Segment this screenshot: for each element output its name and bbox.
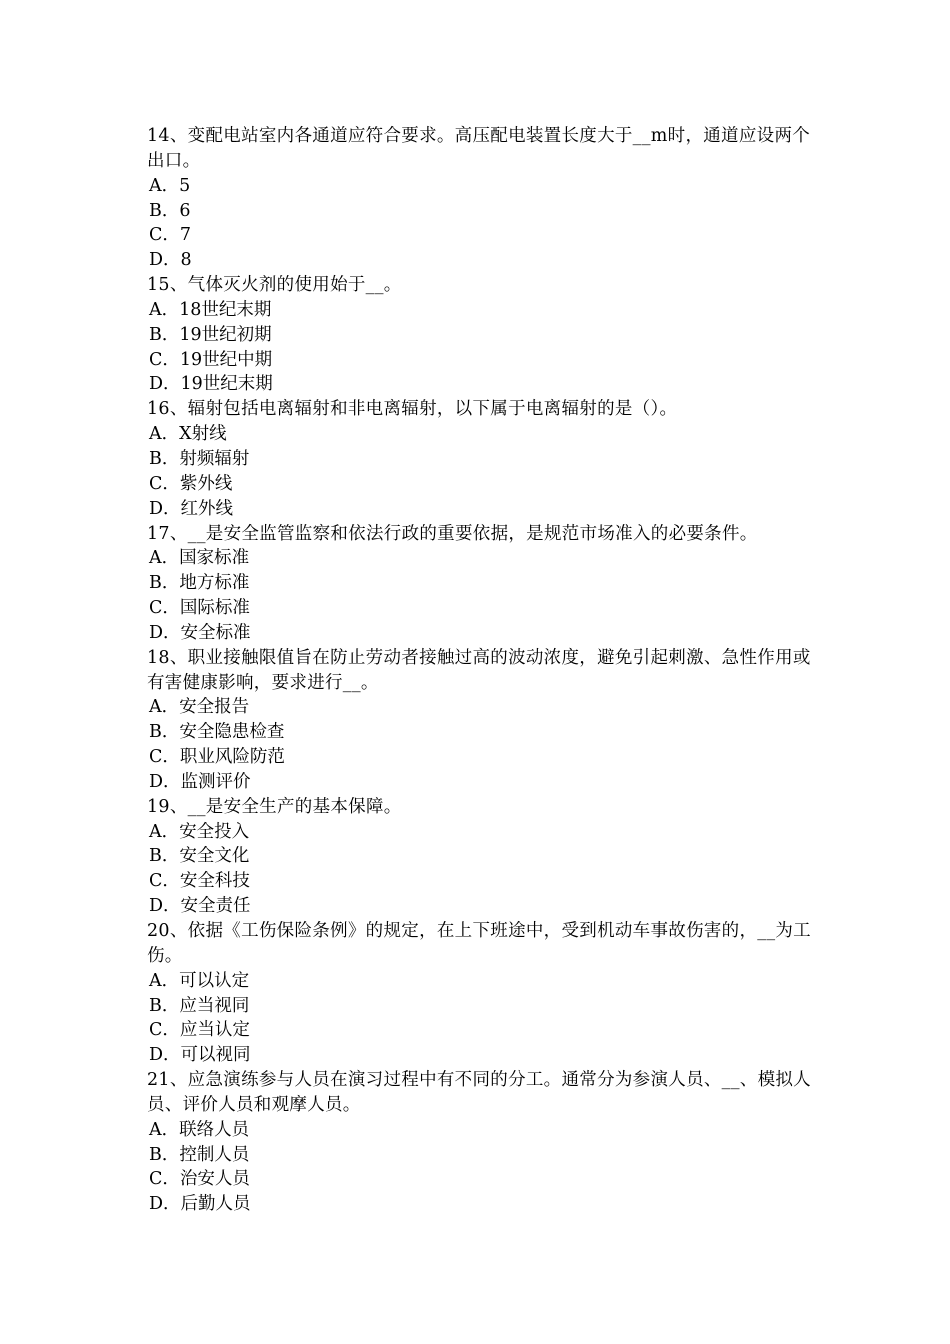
option-c: C．治安人员 xyxy=(149,1169,250,1190)
question-stem: 16、辐射包括电离辐射和非电离辐射，以下属于电离辐射的是（）。 xyxy=(147,399,678,420)
option-b: B．射频辐射 xyxy=(149,448,250,469)
question-21 xyxy=(147,1068,813,1217)
option-c: C．应当认定 xyxy=(149,1020,250,1041)
option-d: D．红外线 xyxy=(149,498,234,519)
option-b: B．安全隐患检查 xyxy=(149,722,285,743)
option-a: A．18世纪末期 xyxy=(149,299,272,320)
option-a: A．国家标准 xyxy=(149,548,250,569)
option-d: D．安全标准 xyxy=(149,622,251,643)
option-a: A．安全投入 xyxy=(149,821,250,842)
option-b: B．应当视同 xyxy=(149,995,250,1016)
option-a: A．5 xyxy=(149,175,191,196)
option-b: B．19世纪初期 xyxy=(149,324,272,345)
question-stem: 20、依据《工伤保险条例》的规定，在上下班途中，受到机动车事故伤害的，__为工伤。 xyxy=(147,921,811,966)
option-b: B．6 xyxy=(149,200,191,221)
option-b: B．安全文化 xyxy=(149,846,250,867)
question-14 xyxy=(147,124,813,273)
option-d: D．监测评价 xyxy=(149,771,251,792)
question-stem: 17、__是安全监管监察和依法行政的重要依据，是规范市场准入的必要条件。 xyxy=(147,523,758,544)
option-b: B．控制人员 xyxy=(149,1144,250,1165)
option-a: A．可以认定 xyxy=(149,970,250,991)
question-17 xyxy=(147,522,813,646)
question-16 xyxy=(147,397,813,521)
option-c: C．紫外线 xyxy=(149,473,233,494)
option-d: D．8 xyxy=(149,250,192,271)
option-d: D．可以视同 xyxy=(149,1045,251,1066)
question-stem: 18、职业接触限值旨在防止劳动者接触过高的波动浓度，避免引起刺激、急性作用或有害健康影响，要求进行__。 xyxy=(147,647,811,693)
option-c: C．国际标准 xyxy=(149,598,250,619)
option-d: D．安全责任 xyxy=(149,896,251,917)
option-d: D．后勤人员 xyxy=(149,1194,251,1215)
question-15 xyxy=(147,273,813,397)
option-c: C．职业风险防范 xyxy=(149,747,285,768)
question-19 xyxy=(147,795,813,919)
option-b: B．地方标准 xyxy=(149,573,250,594)
question-stem: 15、气体灭火剂的使用始于__。 xyxy=(147,275,402,296)
option-a: A．安全报告 xyxy=(149,697,250,718)
question-stem: 21、应急演练参与人员在演习过程中有不同的分工。通常分为参演人员、__、模拟人员、评价人员和观摩人员。 xyxy=(147,1070,811,1115)
option-a: A．X射线 xyxy=(149,424,227,445)
question-stem: 19、__是安全生产的基本保障。 xyxy=(147,796,402,817)
question-stem: 14、变配电站室内各通道应符合要求。高压配电装置长度大于__m时，通道应设两个出口。 xyxy=(147,126,811,171)
option-d: D．19世纪末期 xyxy=(149,374,273,395)
option-c: C．安全科技 xyxy=(149,871,250,892)
document-page xyxy=(147,124,813,1217)
option-a: A．联络人员 xyxy=(149,1119,250,1140)
option-c: C．19世纪中期 xyxy=(149,349,273,370)
question-20 xyxy=(147,919,813,1068)
option-c: C．7 xyxy=(149,225,192,246)
question-18 xyxy=(147,646,813,795)
